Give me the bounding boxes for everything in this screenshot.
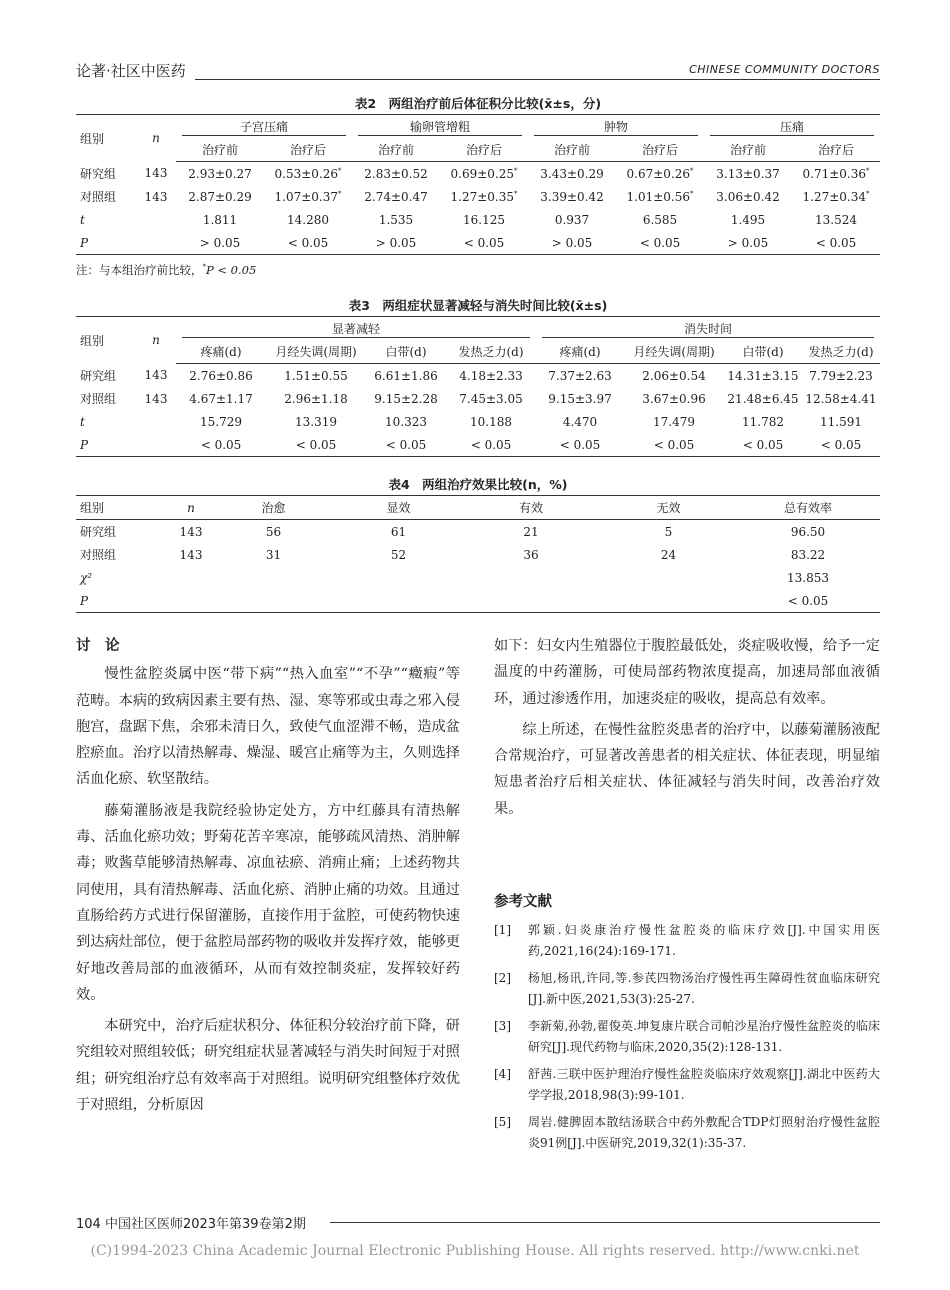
table-cell: 13.319 xyxy=(295,414,337,429)
table-cell: 11.591 xyxy=(820,414,862,429)
table-cell: 11.782 xyxy=(742,414,784,429)
table-cell: < 0.05 xyxy=(724,433,802,457)
reference-item: [3] 李新菊,孙勃,翟俊英.坤复康片联合司帕沙星治疗慢性盆腔炎的临床研究[J].现代药物与临床,2020,35(2):128-131. xyxy=(494,1018,880,1054)
table2-subcol: 治疗前 xyxy=(352,138,440,162)
table-cell: < 0.05 xyxy=(176,433,266,457)
table-cell: 1.27±0.34* xyxy=(802,189,870,204)
table4-header: 组别 xyxy=(76,496,171,520)
table-cell: 0.67±0.26* xyxy=(626,166,694,181)
table2-subcol: 治疗后 xyxy=(616,138,704,162)
table-cell: 17.479 xyxy=(653,414,695,429)
table-cell: 83.22 xyxy=(790,547,826,562)
reference-item: [5] 周岩.健脾固本散结汤联合中药外敷配合TDP灯照射治疗慢性盆腔炎91例[J].中医研究,2019,32(1):35-37. xyxy=(494,1114,880,1150)
table-cell: 143 xyxy=(144,391,168,406)
table-cell xyxy=(171,589,211,613)
table3-colgroup: 消失时间 xyxy=(542,320,874,338)
table-cell: 143 xyxy=(144,166,168,181)
table3-subcol: 疼痛(d) xyxy=(536,340,624,364)
table-cell: 13.524 xyxy=(815,212,857,227)
references-title: 参考文献 xyxy=(494,894,552,910)
table-cell: < 0.05 xyxy=(616,231,704,255)
table-cell: 52 xyxy=(390,547,407,562)
table2 xyxy=(76,114,880,255)
header-rule xyxy=(195,79,880,80)
table-cell: 4.470 xyxy=(562,414,598,429)
table2-colgroup: 子宫压痛 xyxy=(182,118,346,136)
table-cell: 24 xyxy=(660,547,677,562)
table-cell xyxy=(136,410,176,433)
table3-subcol: 白带(d) xyxy=(724,340,802,364)
table-cell: 1.811 xyxy=(202,212,238,227)
table4-header: 有效 xyxy=(461,496,601,520)
table-cell: 对照组 xyxy=(80,392,117,406)
table3-subcol: 发热乏力(d) xyxy=(446,340,536,364)
table2-note: 注：与本组治疗前比较，*P < 0.05 xyxy=(76,263,257,277)
table-cell: < 0.05 xyxy=(264,231,352,255)
table-cell: 56 xyxy=(265,524,282,539)
section-title: 讨 论 xyxy=(76,638,120,654)
table2-colgroup: 输卵管增粗 xyxy=(358,118,522,136)
table-cell: 3.13±0.37 xyxy=(716,166,780,181)
table-cell: < 0.05 xyxy=(446,433,536,457)
table2-subcol: 治疗前 xyxy=(704,138,792,162)
table-cell: 1.07±0.37* xyxy=(274,189,342,204)
table-cell: 14.280 xyxy=(287,212,329,227)
table-cell: 143 xyxy=(144,368,168,383)
table3-subcol: 疼痛(d) xyxy=(176,340,266,364)
table-cell: < 0.05 xyxy=(366,433,446,457)
table-cell: 10.323 xyxy=(385,414,427,429)
table4-caption: 表4 两组治疗效果比较(n，%) xyxy=(388,477,568,492)
table4-header: n xyxy=(171,496,211,520)
table-cell: 6.61±1.86 xyxy=(374,368,438,383)
table-cell: 143 xyxy=(144,189,168,204)
table-cell: < 0.05 xyxy=(266,433,366,457)
table-cell: 对照组 xyxy=(80,190,117,204)
table-cell: 1.51±0.55 xyxy=(284,368,348,383)
table-cell xyxy=(601,589,736,613)
table-cell: < 0.05 xyxy=(736,589,880,613)
table3-subcol: 白带(d) xyxy=(366,340,446,364)
left-column xyxy=(76,633,460,1118)
footer-rule xyxy=(330,1222,880,1223)
table-cell xyxy=(171,566,211,589)
table4-header: 显效 xyxy=(336,496,461,520)
table-cell: 研究组 xyxy=(80,525,117,539)
table3-subcol: 月经失调(周期) xyxy=(624,340,724,364)
table-cell: > 0.05 xyxy=(352,231,440,255)
table-cell: < 0.05 xyxy=(536,433,624,457)
table-cell: 36 xyxy=(523,547,539,562)
table-cell xyxy=(336,566,461,589)
table-cell: χ² xyxy=(80,570,93,585)
table-cell: 2.74±0.47 xyxy=(364,189,428,204)
table-cell: > 0.05 xyxy=(704,231,792,255)
table-cell: 14.31±3.15 xyxy=(727,368,799,383)
table-cell: 2.93±0.27 xyxy=(188,166,252,181)
table-cell: 1.495 xyxy=(730,212,766,227)
table-cell xyxy=(211,566,336,589)
table3-subcol: 发热乏力(d) xyxy=(802,340,880,364)
table2-subcol: 治疗后 xyxy=(264,138,352,162)
table-cell xyxy=(136,231,176,255)
table-cell xyxy=(461,566,601,589)
table-cell: 研究组 xyxy=(80,166,117,181)
table-cell: 1.27±0.35* xyxy=(450,189,518,204)
table-cell: P xyxy=(76,433,136,457)
table3-group-header: 组别 xyxy=(76,317,136,364)
paragraph: 藤菊灌肠液是我院经验协定处方，方中红藤具有清热解毒、活血化瘀功效；野菊花苦辛寒凉，能够疏风清热、消肿解毒；败酱草能够清热解毒、凉血祛瘀、消痈止痛；上述药物共同使用，具有清热解毒、活血化瘀、消肿止痛的功效。且通过直肠给药方式进行保留灌肠，直接作用于盆腔，可使药物快速到达病灶部位，便于盆腔局部药物的吸收并发挥疗效，能够更好地改善局部的血液循环，从而有效控制炎症，发挥较好药效。 xyxy=(76,802,460,1003)
paragraph: 综上所述，在慢性盆腔炎患者的治疗中，以藤菊灌肠液配合常规治疗，可显著改善患者的相关症状、体征表现，明显缩短患者治疗后相关症状、体征减轻与消失时间，改善治疗效果。 xyxy=(494,721,880,817)
table-cell: 4.18±2.33 xyxy=(459,368,523,383)
running-header-section: 论著·社区中医药 xyxy=(76,62,186,80)
table-cell: 2.06±0.54 xyxy=(642,368,706,383)
table-cell xyxy=(601,566,736,589)
copyright-notice: (C)1994-2023 China Academic Journal Electronic Publishing House. All rights reserved. http://www.cnki.net xyxy=(90,1243,860,1259)
table2-colgroup: 压痛 xyxy=(710,118,874,136)
table-cell xyxy=(136,433,176,457)
table-cell: 9.15±3.97 xyxy=(548,391,612,406)
table2-group-header: 组别 xyxy=(76,115,136,162)
table-cell: < 0.05 xyxy=(792,231,880,255)
table4-header: 无效 xyxy=(601,496,736,520)
table-cell: 2.87±0.29 xyxy=(188,189,252,204)
table3-caption: 表3 两组症状显著减轻与消失时间比较(x̄±s) xyxy=(348,298,608,313)
table-cell: 0.71±0.36* xyxy=(802,166,870,181)
table-cell: 3.06±0.42 xyxy=(716,189,780,204)
table-cell: 2.83±0.52 xyxy=(364,166,428,181)
table-cell: 0.53±0.26* xyxy=(274,166,342,181)
table-cell: 7.79±2.23 xyxy=(809,368,873,383)
table3 xyxy=(76,316,880,457)
table-cell: < 0.05 xyxy=(624,433,724,457)
running-header-journal: CHINESE COMMUNITY DOCTORS xyxy=(689,63,880,76)
table-cell: P xyxy=(76,231,136,255)
table-cell: 21 xyxy=(523,524,539,539)
table-cell: 3.39±0.42 xyxy=(540,189,604,204)
table-cell: 10.188 xyxy=(470,414,512,429)
paragraph: 慢性盆腔炎属中医“带下病”“热入血室”“不孕”“癥瘕”等范畴。本病的致病因素主要有热、湿、寒等邪或虫毒之邪入侵胞宫，盘踞下焦，余邪未清日久，致使气血涩滞不畅，造成盆腔瘀血。治疗以清热解毒、燥湿、暖宫止痛等为主，久则选择活血化瘀、软坚散结。 xyxy=(76,666,460,788)
table-cell xyxy=(336,589,461,613)
reference-item: [4] 舒茜.三联中医护理治疗慢性盆腔炎临床疗效观察[J].湖北中医药大学学报,2018,98(3):99-101. xyxy=(494,1066,880,1102)
table-cell: 0.69±0.25* xyxy=(450,166,518,181)
table-cell: 7.37±2.63 xyxy=(548,368,612,383)
reference-item: [2] 杨旭,杨讯,许同,等.参芪四物汤治疗慢性再生障碍性贫血临床研究[J].新中医,2021,53(3):25-27. xyxy=(494,970,880,1006)
table-cell: > 0.05 xyxy=(176,231,264,255)
reference-item: [1] 郭颖.妇炎康治疗慢性盆腔炎的临床疗效[J].中国实用医药,2021,16(24):169-171. xyxy=(494,922,880,958)
table-cell: P xyxy=(76,589,171,613)
table-cell: 3.67±0.96 xyxy=(642,391,706,406)
table2-subcol: 治疗后 xyxy=(440,138,528,162)
table-cell: < 0.05 xyxy=(802,433,880,457)
table3-n-header: n xyxy=(136,317,176,364)
table2-subcol: 治疗前 xyxy=(528,138,616,162)
table-cell: 3.43±0.29 xyxy=(540,166,604,181)
table-cell: 7.45±3.05 xyxy=(459,391,523,406)
table-cell: t xyxy=(80,414,85,429)
table-cell: 13.853 xyxy=(787,570,829,585)
paragraph: 如下：妇女内生殖器位于腹腔最低处，炎症吸收慢，给予一定温度的中药灌肠，可使局部药物浓度提高，加速局部血液循环，通过渗透作用，加速炎症的吸收，提高总有效率。 xyxy=(494,638,880,707)
table4 xyxy=(76,495,880,613)
table-cell: 4.67±1.17 xyxy=(189,391,253,406)
table2-caption: 表2 两组治疗前后体征积分比较(x̄±s，分) xyxy=(354,96,602,111)
table-cell: 16.125 xyxy=(463,212,505,227)
table-cell: 2.76±0.86 xyxy=(189,368,253,383)
table-cell: 12.58±4.41 xyxy=(805,391,877,406)
table-cell: > 0.05 xyxy=(528,231,616,255)
table-cell: 21.48±6.45 xyxy=(727,391,799,406)
table2-subcol: 治疗前 xyxy=(176,138,264,162)
right-column xyxy=(494,633,880,822)
table-cell xyxy=(136,208,176,231)
table-cell: 6.585 xyxy=(642,212,678,227)
table3-subcol: 月经失调(周期) xyxy=(266,340,366,364)
table-cell: 1.01±0.56* xyxy=(626,189,694,204)
table-cell: 15.729 xyxy=(200,414,242,429)
table-cell: t xyxy=(80,212,85,227)
references xyxy=(494,892,880,1160)
table-cell: 1.535 xyxy=(378,212,414,227)
table-cell: 研究组 xyxy=(80,368,117,383)
table-cell xyxy=(461,589,601,613)
table-cell: 0.937 xyxy=(554,212,590,227)
table2-subcol: 治疗后 xyxy=(792,138,880,162)
table4-header: 总有效率 xyxy=(736,496,880,520)
table4-header: 治愈 xyxy=(211,496,336,520)
table-cell xyxy=(211,589,336,613)
table-cell: 9.15±2.28 xyxy=(374,391,438,406)
table-cell: 143 xyxy=(179,524,203,539)
table-cell: 2.96±1.18 xyxy=(284,391,348,406)
paragraph: 本研究中，治疗后症状积分、体征积分较治疗前下降，研究组较对照组较低；研究组症状显著减轻与消失时间短于对照组；研究组治疗总有效率高于对照组。说明研究组整体疗效优于对照组，分析原因 xyxy=(76,1018,460,1114)
table-cell: 对照组 xyxy=(80,548,117,562)
table-cell: 31 xyxy=(265,547,282,562)
page-footer: 104 中国社区医师2023年第39卷第2期 xyxy=(76,1217,306,1232)
table2-n-header: n xyxy=(136,115,176,162)
table-cell: 61 xyxy=(390,524,407,539)
table-cell: < 0.05 xyxy=(440,231,528,255)
table-cell: 5 xyxy=(664,524,673,539)
table-cell: 96.50 xyxy=(790,524,826,539)
table-cell: 143 xyxy=(179,547,203,562)
table3-colgroup: 显著减轻 xyxy=(182,320,530,338)
table2-colgroup: 肿物 xyxy=(534,118,698,136)
